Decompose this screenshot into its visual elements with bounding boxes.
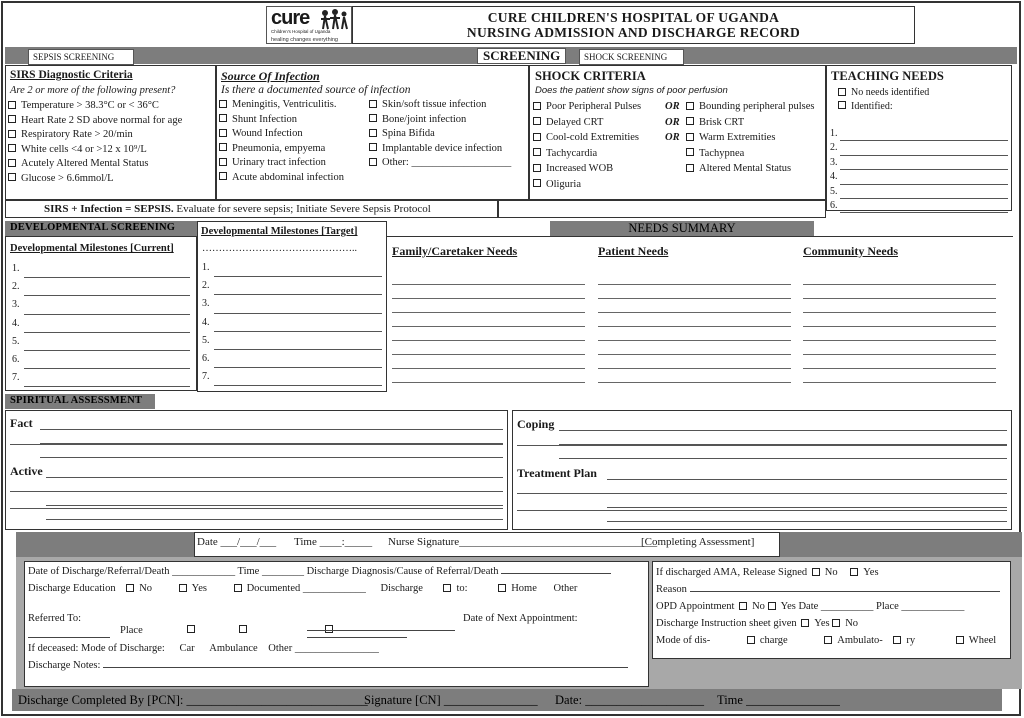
dev-current bbox=[5, 236, 197, 391]
plan-line-full[interactable] bbox=[517, 493, 1007, 494]
reason-row[interactable]: Reason bbox=[656, 584, 1000, 595]
milestone-line[interactable]: 1. bbox=[214, 259, 382, 277]
signature-bar-right bbox=[780, 532, 1022, 557]
shock-title: SHOCK CRITERIA bbox=[535, 69, 646, 83]
checkbox[interactable] bbox=[369, 114, 377, 122]
milestone-line[interactable]: 1. bbox=[24, 260, 190, 278]
active-line-full[interactable] bbox=[10, 491, 503, 492]
checkbox[interactable] bbox=[369, 100, 377, 108]
milestone-line[interactable]: 4. bbox=[24, 315, 190, 333]
sirs-question: Are 2 or more of the following present? bbox=[10, 85, 176, 96]
infection-item[interactable]: Bone/joint infection bbox=[369, 113, 511, 128]
checkbox[interactable] bbox=[8, 144, 16, 152]
or-label: OR bbox=[665, 116, 680, 128]
shock-item[interactable]: Poor Peripheral Pulses bbox=[533, 99, 641, 115]
sepsis-note-spacer bbox=[498, 200, 826, 218]
discharge-education-row: Discharge Education No Yes Documented ____________ Discharge to: Home Other bbox=[28, 583, 578, 594]
dev-current-title: Developmental Milestones [Current] bbox=[10, 243, 174, 254]
teaching-line[interactable]: 6. bbox=[840, 199, 1008, 213]
place-label: Place bbox=[120, 625, 143, 636]
milestone-line[interactable]: 3. bbox=[214, 295, 382, 313]
time-field[interactable]: Time ____:_____ bbox=[294, 536, 373, 548]
sirs-item[interactable]: Temperature > 38.3°C or < 36°C bbox=[8, 99, 182, 114]
infection-title: Source Of Infection bbox=[221, 69, 320, 83]
sepsis-screening-tab: SEPSIS SCREENING bbox=[28, 49, 134, 65]
milestone-line[interactable]: 7. bbox=[24, 369, 190, 387]
checkbox[interactable] bbox=[739, 602, 747, 610]
infection-item[interactable]: Urinary tract infection bbox=[219, 156, 344, 171]
checkbox[interactable] bbox=[533, 117, 541, 125]
checkbox[interactable] bbox=[533, 102, 541, 110]
signature-bar-left bbox=[16, 532, 194, 557]
discharge-notes-row[interactable]: Discharge Notes: bbox=[28, 660, 628, 671]
mode-row: Mode of dis- charge Ambulato- ry Wheel bbox=[656, 635, 997, 646]
checkbox[interactable] bbox=[768, 602, 776, 610]
checkbox[interactable] bbox=[219, 172, 227, 180]
record-title: NURSING ADMISSION AND DISCHARGE RECORD bbox=[466, 25, 801, 40]
referred-to-label: Referred To: bbox=[28, 613, 82, 624]
screening-title: SCREENING bbox=[477, 48, 566, 64]
children-figures-icon bbox=[319, 9, 349, 31]
milestone-line[interactable]: 4. bbox=[214, 314, 382, 332]
referred-line[interactable] bbox=[28, 637, 110, 638]
infection-item[interactable]: Acute abdominal infection bbox=[219, 171, 344, 186]
milestone-line[interactable]: 5. bbox=[214, 332, 382, 350]
family-needs-title: Family/Caretaker Needs bbox=[392, 244, 518, 258]
sirs-section bbox=[5, 65, 216, 200]
checkbox[interactable] bbox=[686, 164, 694, 172]
checkbox[interactable] bbox=[686, 102, 694, 110]
sirs-item[interactable]: Respiratory Rate > 20/min bbox=[8, 128, 182, 143]
discharge-section bbox=[24, 561, 649, 687]
checkbox[interactable] bbox=[686, 133, 694, 141]
checkbox[interactable] bbox=[239, 625, 247, 633]
checkbox[interactable] bbox=[838, 101, 846, 109]
checkbox[interactable] bbox=[533, 148, 541, 156]
sirs-item[interactable]: Acutely Altered Mental Status bbox=[8, 157, 182, 172]
checkbox[interactable] bbox=[219, 100, 227, 108]
shock-item[interactable]: Altered Mental Status bbox=[686, 161, 814, 177]
next-appointment-label: Date of Next Appointment: bbox=[463, 613, 578, 624]
milestone-line[interactable]: 6. bbox=[24, 351, 190, 369]
developmental-bar: DEVELOPMENTAL SCREENING bbox=[5, 221, 197, 236]
infection-col1 bbox=[219, 98, 344, 185]
checkbox[interactable] bbox=[369, 143, 377, 151]
community-needs-lines[interactable] bbox=[803, 271, 996, 383]
checkbox[interactable] bbox=[8, 101, 16, 109]
spiritual-left bbox=[5, 410, 508, 530]
nurse-signature-field[interactable]: Nurse Signature____________________________________ bbox=[388, 536, 658, 548]
checkbox[interactable] bbox=[747, 636, 755, 644]
fact-label: Fact bbox=[10, 416, 33, 430]
checkbox[interactable] bbox=[8, 115, 16, 123]
active-label: Active bbox=[10, 464, 43, 478]
infection-item[interactable]: Other: ___________________ bbox=[369, 156, 511, 171]
checkbox[interactable] bbox=[8, 130, 16, 138]
shock-section bbox=[529, 65, 826, 200]
coping-label: Coping bbox=[517, 417, 555, 431]
infection-item[interactable]: Skin/soft tissue infection bbox=[369, 98, 511, 113]
milestone-line[interactable]: 6. bbox=[214, 350, 382, 368]
needs-border bbox=[387, 236, 1013, 237]
checkbox[interactable] bbox=[956, 636, 964, 644]
shock-item[interactable]: Brisk CRT bbox=[686, 115, 814, 131]
milestone-line[interactable]: 7. bbox=[214, 368, 382, 386]
checkbox[interactable] bbox=[219, 129, 227, 137]
teaching-line[interactable]: 5. bbox=[840, 185, 1008, 199]
fact-lines[interactable] bbox=[40, 416, 503, 460]
checkbox[interactable] bbox=[369, 158, 377, 166]
opd-row: OPD Appointment No Yes Date __________ Place ____________ bbox=[656, 601, 965, 612]
referral-line-2[interactable] bbox=[307, 637, 407, 638]
dev-target-title: Developmental Milestones [Target] bbox=[201, 226, 358, 237]
shock-right bbox=[686, 99, 814, 177]
instruction-row: Discharge Instruction sheet given Yes No bbox=[656, 618, 859, 629]
checkbox[interactable] bbox=[850, 568, 858, 576]
sepsis-note bbox=[5, 200, 498, 218]
shock-item[interactable]: Delayed CRT bbox=[533, 115, 641, 131]
spiritual-right bbox=[512, 410, 1012, 530]
teaching-section bbox=[826, 65, 1012, 211]
shock-item[interactable]: Tachycardia bbox=[533, 146, 641, 162]
teaching-options bbox=[838, 86, 929, 113]
teaching-line[interactable]: 1. bbox=[840, 127, 1008, 141]
title-box bbox=[352, 6, 915, 44]
teaching-lines bbox=[830, 127, 1008, 213]
sirs-item[interactable]: Glucose > 6.6mmol/L bbox=[8, 172, 182, 187]
shock-item[interactable]: Cool-cold Extremities bbox=[533, 130, 641, 146]
infection-question: Is there a documented source of infection bbox=[221, 84, 411, 96]
shock-item[interactable]: Oliguria bbox=[533, 177, 641, 193]
referral-line-1[interactable] bbox=[307, 630, 455, 631]
sirs-item[interactable]: White cells <4 or >12 x 10⁹/L bbox=[8, 143, 182, 158]
checkbox[interactable] bbox=[838, 88, 846, 96]
ama-section bbox=[652, 561, 1011, 659]
footer-time-field[interactable]: Time _______________ bbox=[717, 693, 840, 707]
signature-row bbox=[194, 532, 780, 557]
teaching-line[interactable]: 3. bbox=[840, 156, 1008, 170]
shock-question: Does the patient show signs of poor perfusion bbox=[535, 85, 728, 96]
dev-target-dots: ……………………………………….. bbox=[202, 243, 357, 254]
shock-screening-tab: SHOCK SCREENING bbox=[579, 49, 684, 65]
teaching-title: TEACHING NEEDS bbox=[831, 69, 944, 83]
treatment-plan-label: Treatment Plan bbox=[517, 466, 597, 480]
checkbox[interactable] bbox=[187, 625, 195, 633]
checkbox[interactable] bbox=[498, 584, 506, 592]
active-line-full[interactable] bbox=[10, 508, 503, 509]
checkbox[interactable] bbox=[832, 619, 840, 627]
checkbox[interactable] bbox=[369, 129, 377, 137]
infection-item[interactable]: Spina Bifida bbox=[369, 127, 511, 142]
milestone-line[interactable]: 5. bbox=[24, 333, 190, 351]
checkbox[interactable] bbox=[219, 158, 227, 166]
cure-logo: cure Children's Hospital of Uganda healing changes everything bbox=[266, 6, 352, 44]
checkbox[interactable] bbox=[219, 114, 227, 122]
infection-item[interactable]: Implantable device infection bbox=[369, 142, 511, 157]
shock-left bbox=[533, 99, 641, 192]
coping-lines[interactable] bbox=[559, 417, 1007, 461]
sirs-title: SIRS Diagnostic Criteria bbox=[10, 69, 133, 81]
dev-target-lines bbox=[202, 259, 382, 386]
footer-signature-field[interactable]: Signature [CN] _______________ bbox=[364, 693, 538, 707]
plan-line-full[interactable] bbox=[517, 510, 1007, 511]
checkbox[interactable] bbox=[893, 636, 901, 644]
date-field[interactable]: Date ___/___/___ bbox=[197, 536, 277, 548]
infection-item[interactable]: Shunt Infection bbox=[219, 113, 344, 128]
patient-needs-lines[interactable] bbox=[598, 271, 791, 383]
dev-target bbox=[197, 221, 387, 392]
checkbox[interactable] bbox=[824, 636, 832, 644]
checkbox[interactable] bbox=[812, 568, 820, 576]
checkbox[interactable] bbox=[234, 584, 242, 592]
footer-bar bbox=[12, 689, 1002, 711]
sirs-list bbox=[8, 99, 182, 186]
checkbox[interactable] bbox=[8, 173, 16, 181]
shock-item[interactable]: Bounding peripheral pulses bbox=[686, 99, 814, 115]
checkbox[interactable] bbox=[533, 164, 541, 172]
infection-col2 bbox=[369, 98, 511, 171]
checkbox[interactable] bbox=[686, 148, 694, 156]
checkbox[interactable] bbox=[219, 143, 227, 151]
ama-release-row: If discharged AMA, Release Signed No Yes bbox=[656, 567, 879, 578]
teaching-line[interactable]: 2. bbox=[840, 141, 1008, 155]
checkbox[interactable] bbox=[801, 619, 809, 627]
infection-section bbox=[216, 65, 529, 200]
or-labels bbox=[665, 99, 680, 146]
sepsis-note-text: SIRS + Infection = SEPSIS. Evaluate for severe sepsis; Initiate Severe Sepsis Protocol bbox=[44, 203, 431, 215]
milestone-line[interactable]: 2. bbox=[24, 278, 190, 296]
spiritual-bar: SPIRITUAL ASSESSMENT bbox=[5, 394, 155, 409]
fact-line-full[interactable] bbox=[10, 444, 503, 445]
checkbox[interactable] bbox=[533, 133, 541, 141]
checkbox[interactable] bbox=[126, 584, 134, 592]
completing-assessment: [Completing Assessment] bbox=[641, 536, 755, 548]
footer-date-field[interactable]: Date: ___________________ bbox=[555, 693, 704, 707]
coping-line-full[interactable] bbox=[517, 445, 1007, 446]
or-label: OR bbox=[665, 101, 680, 112]
infection-item[interactable]: Pneumonia, empyema bbox=[219, 142, 344, 157]
milestone-line[interactable]: 3. bbox=[24, 296, 190, 314]
milestone-line[interactable]: 2. bbox=[214, 277, 382, 295]
hospital-name: CURE CHILDREN'S HOSPITAL OF UGANDA bbox=[487, 10, 780, 25]
infection-item[interactable]: Wound Infection bbox=[219, 127, 344, 142]
checkbox[interactable] bbox=[686, 117, 694, 125]
infection-item[interactable]: Meningitis, Ventriculitis. bbox=[219, 98, 344, 113]
needs-summary-bar: NEEDS SUMMARY bbox=[550, 221, 814, 236]
active-lines[interactable] bbox=[46, 464, 503, 522]
teaching-line[interactable]: 4. bbox=[840, 170, 1008, 184]
checkbox[interactable] bbox=[443, 584, 451, 592]
shock-item[interactable]: Tachypnea bbox=[686, 146, 814, 162]
family-needs-lines[interactable] bbox=[392, 271, 585, 383]
completed-by-field[interactable]: Discharge Completed By [PCN]: _____________________________ bbox=[18, 693, 368, 707]
community-needs-title: Community Needs bbox=[803, 244, 898, 258]
shock-item[interactable]: Increased WOB bbox=[533, 161, 641, 177]
discharge-date-row[interactable]: Date of Discharge/Referral/Death ____________ Time ________ Discharge Diagnosis/Cause of Referral/Death bbox=[28, 566, 611, 577]
checkbox[interactable] bbox=[325, 625, 333, 633]
dev-current-lines bbox=[12, 260, 190, 387]
or-label: OR bbox=[665, 132, 680, 143]
plan-lines[interactable] bbox=[607, 466, 1007, 522]
checkbox[interactable] bbox=[533, 179, 541, 187]
patient-needs-title: Patient Needs bbox=[598, 244, 669, 258]
sirs-item[interactable]: Heart Rate 2 SD above normal for age bbox=[8, 114, 182, 129]
checkbox[interactable] bbox=[8, 159, 16, 167]
checkbox[interactable] bbox=[179, 584, 187, 592]
shock-item[interactable]: Warm Extremities bbox=[686, 130, 814, 146]
deceased-row: If deceased: Mode of Discharge: Car Ambulance Other ________________ bbox=[28, 643, 379, 654]
no-needs-option[interactable]: No needs identified bbox=[838, 86, 929, 100]
identified-option[interactable]: Identified: bbox=[838, 100, 929, 114]
